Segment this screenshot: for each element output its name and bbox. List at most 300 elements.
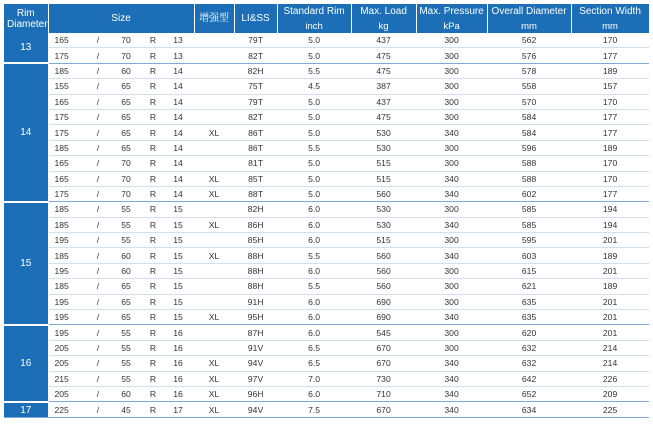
slash-cell: /	[88, 48, 108, 63]
max-load-cell: 515	[351, 156, 416, 171]
width-cell: 175	[48, 48, 88, 63]
overall-diameter-cell: 584	[487, 125, 571, 140]
overall-diameter-cell: 635	[487, 294, 571, 309]
max-load-cell: 690	[351, 294, 416, 309]
max-load-cell: 560	[351, 263, 416, 278]
rim-size-cell: 15	[162, 310, 194, 325]
rim-size-cell: 14	[162, 186, 194, 201]
rim-size-cell: 14	[162, 109, 194, 124]
rim-size-cell: 14	[162, 94, 194, 109]
construction-cell: R	[144, 233, 162, 248]
standard-rim-cell: 7.0	[277, 371, 351, 386]
reinforced-cell: XL	[194, 310, 234, 325]
section-width-cell: 189	[571, 140, 649, 155]
aspect-ratio-cell: 60	[108, 63, 144, 78]
table-row	[4, 402, 649, 418]
standard-rim-cell: 6.5	[277, 356, 351, 371]
section-width-cell: 201	[571, 263, 649, 278]
max-pressure-cell: 340	[416, 217, 487, 232]
construction-cell: R	[144, 402, 162, 418]
aspect-ratio-cell: 65	[108, 279, 144, 294]
aspect-ratio-cell: 65	[108, 109, 144, 124]
max-load-cell: 475	[351, 63, 416, 78]
rim-size-cell: 14	[162, 171, 194, 186]
standard-rim-cell: 5.0	[277, 109, 351, 124]
width-cell: 205	[48, 386, 88, 401]
standard-rim-cell: 6.5	[277, 340, 351, 355]
construction-cell: R	[144, 140, 162, 155]
aspect-ratio-cell: 60	[108, 386, 144, 401]
standard-rim-cell: 5.5	[277, 248, 351, 263]
width-cell: 185	[48, 140, 88, 155]
section-width-cell: 177	[571, 186, 649, 201]
slash-cell: /	[88, 94, 108, 109]
li-ss-cell: 97V	[234, 371, 277, 386]
aspect-ratio-cell: 65	[108, 294, 144, 309]
rim-diameter-cell: 15	[4, 202, 48, 325]
width-cell: 155	[48, 79, 88, 94]
li-ss-cell: 82T	[234, 109, 277, 124]
section-width-cell: 170	[571, 171, 649, 186]
aspect-ratio-cell: 70	[108, 186, 144, 201]
reinforced-cell	[194, 263, 234, 278]
rim-size-cell: 14	[162, 125, 194, 140]
rim-diameter-cell: 16	[4, 325, 48, 402]
section-width-cell: 194	[571, 202, 649, 217]
construction-cell: R	[144, 371, 162, 386]
slash-cell: /	[88, 263, 108, 278]
table-row	[4, 140, 649, 155]
overall-diameter-header: Overall Diameter	[487, 4, 571, 19]
reinforced-cell	[194, 233, 234, 248]
construction-cell: R	[144, 171, 162, 186]
max-load-cell: 387	[351, 79, 416, 94]
max-load-cell: 475	[351, 109, 416, 124]
section-width-cell: 225	[571, 402, 649, 418]
slash-cell: /	[88, 310, 108, 325]
slash-cell: /	[88, 33, 108, 48]
li-ss-cell: 79T	[234, 94, 277, 109]
aspect-ratio-cell: 65	[108, 94, 144, 109]
table-row	[4, 125, 649, 140]
slash-cell: /	[88, 386, 108, 401]
li-ss-cell: 88H	[234, 263, 277, 278]
construction-cell: R	[144, 109, 162, 124]
width-cell: 165	[48, 156, 88, 171]
overall-diameter-cell: 602	[487, 186, 571, 201]
max-pressure-cell: 300	[416, 233, 487, 248]
aspect-ratio-cell: 55	[108, 217, 144, 232]
max-pressure-cell: 300	[416, 202, 487, 217]
li-ss-cell: 88T	[234, 186, 277, 201]
overall-diameter-cell: 585	[487, 202, 571, 217]
table-row	[4, 94, 649, 109]
overall-diameter-cell: 588	[487, 156, 571, 171]
tire-spec-table	[4, 4, 650, 418]
rim-size-cell: 14	[162, 79, 194, 94]
table-row	[4, 279, 649, 294]
reinforced-cell: XL	[194, 386, 234, 401]
unit-width: mm	[571, 19, 649, 33]
aspect-ratio-cell: 55	[108, 233, 144, 248]
unit-diameter: mm	[487, 19, 571, 33]
section-width-cell: 170	[571, 156, 649, 171]
li-ss-cell: 82T	[234, 48, 277, 63]
standard-rim-cell: 5.0	[277, 125, 351, 140]
rim-size-cell: 16	[162, 371, 194, 386]
max-pressure-cell: 300	[416, 279, 487, 294]
max-load-cell: 670	[351, 356, 416, 371]
reinforced-cell: XL	[194, 186, 234, 201]
width-cell: 185	[48, 279, 88, 294]
section-width-cell: 201	[571, 310, 649, 325]
reinforced-cell	[194, 109, 234, 124]
max-load-cell: 515	[351, 171, 416, 186]
section-width-cell: 209	[571, 386, 649, 401]
max-pressure-cell: 340	[416, 356, 487, 371]
rim-size-cell: 14	[162, 63, 194, 78]
overall-diameter-cell: 632	[487, 356, 571, 371]
unit-rim: inch	[277, 19, 351, 33]
table-row	[4, 63, 649, 78]
li-ss-cell: 94V	[234, 356, 277, 371]
max-load-cell: 530	[351, 125, 416, 140]
section-width-cell: 189	[571, 63, 649, 78]
rim-size-cell: 14	[162, 156, 194, 171]
reinforced-cell	[194, 294, 234, 309]
reinforced-cell	[194, 63, 234, 78]
construction-cell: R	[144, 248, 162, 263]
construction-cell: R	[144, 340, 162, 355]
standard-rim-cell: 5.0	[277, 156, 351, 171]
construction-cell: R	[144, 79, 162, 94]
li-ss-cell: 86T	[234, 140, 277, 155]
table-row	[4, 386, 649, 401]
standard-rim-header: Standard Rim	[277, 4, 351, 19]
li-ss-cell: 91V	[234, 340, 277, 355]
reinforced-header: 增强型	[194, 4, 234, 33]
rim-diameter-header: Rim Diameter	[4, 4, 48, 33]
li-ss-header: LI&SS	[234, 4, 277, 33]
width-cell: 185	[48, 248, 88, 263]
overall-diameter-cell: 635	[487, 310, 571, 325]
construction-cell: R	[144, 294, 162, 309]
max-load-cell: 530	[351, 202, 416, 217]
construction-cell: R	[144, 217, 162, 232]
li-ss-cell: 79T	[234, 33, 277, 48]
li-ss-cell: 82H	[234, 202, 277, 217]
overall-diameter-cell: 558	[487, 79, 571, 94]
header-row	[4, 4, 649, 19]
standard-rim-cell: 5.5	[277, 279, 351, 294]
standard-rim-cell: 6.0	[277, 263, 351, 278]
section-width-cell: 201	[571, 233, 649, 248]
standard-rim-cell: 5.0	[277, 186, 351, 201]
reinforced-cell	[194, 33, 234, 48]
aspect-ratio-cell: 65	[108, 125, 144, 140]
reinforced-cell	[194, 325, 234, 340]
slash-cell: /	[88, 340, 108, 355]
section-width-cell: 194	[571, 217, 649, 232]
rim-size-cell: 15	[162, 202, 194, 217]
reinforced-cell: XL	[194, 356, 234, 371]
rim-size-cell: 16	[162, 340, 194, 355]
li-ss-cell: 86H	[234, 217, 277, 232]
overall-diameter-cell: 634	[487, 402, 571, 418]
table-row	[4, 263, 649, 278]
max-pressure-cell: 300	[416, 33, 487, 48]
standard-rim-cell: 6.0	[277, 294, 351, 309]
overall-diameter-cell: 621	[487, 279, 571, 294]
construction-cell: R	[144, 202, 162, 217]
reinforced-cell: XL	[194, 248, 234, 263]
li-ss-cell: 75T	[234, 79, 277, 94]
slash-cell: /	[88, 325, 108, 340]
aspect-ratio-cell: 55	[108, 356, 144, 371]
max-pressure-cell: 300	[416, 63, 487, 78]
li-ss-cell: 95H	[234, 310, 277, 325]
table-row	[4, 233, 649, 248]
li-ss-cell: 81T	[234, 156, 277, 171]
standard-rim-cell: 5.5	[277, 140, 351, 155]
rim-size-cell: 14	[162, 140, 194, 155]
construction-cell: R	[144, 63, 162, 78]
max-pressure-cell: 340	[416, 371, 487, 386]
construction-cell: R	[144, 94, 162, 109]
reinforced-cell: XL	[194, 171, 234, 186]
aspect-ratio-cell: 70	[108, 156, 144, 171]
slash-cell: /	[88, 63, 108, 78]
max-load-cell: 560	[351, 186, 416, 201]
aspect-ratio-cell: 55	[108, 325, 144, 340]
reinforced-cell	[194, 140, 234, 155]
section-width-cell: 177	[571, 48, 649, 63]
width-cell: 195	[48, 233, 88, 248]
rim-size-cell: 15	[162, 263, 194, 278]
unit-pressure: kPa	[416, 19, 487, 33]
slash-cell: /	[88, 109, 108, 124]
construction-cell: R	[144, 48, 162, 63]
section-width-cell: 170	[571, 94, 649, 109]
li-ss-cell: 88H	[234, 248, 277, 263]
construction-cell: R	[144, 156, 162, 171]
max-pressure-cell: 300	[416, 79, 487, 94]
slash-cell: /	[88, 233, 108, 248]
slash-cell: /	[88, 156, 108, 171]
reinforced-cell	[194, 156, 234, 171]
rim-size-cell: 15	[162, 217, 194, 232]
max-pressure-cell: 340	[416, 310, 487, 325]
reinforced-cell	[194, 279, 234, 294]
rim-diameter-cell: 17	[4, 402, 48, 418]
table-row	[4, 217, 649, 232]
overall-diameter-cell: 596	[487, 140, 571, 155]
max-pressure-cell: 340	[416, 386, 487, 401]
li-ss-cell: 94V	[234, 402, 277, 418]
aspect-ratio-cell: 55	[108, 340, 144, 355]
max-pressure-cell: 300	[416, 94, 487, 109]
tire-spec-table-container	[4, 4, 649, 418]
slash-cell: /	[88, 371, 108, 386]
max-load-cell: 730	[351, 371, 416, 386]
overall-diameter-cell: 603	[487, 248, 571, 263]
rim-size-cell: 15	[162, 233, 194, 248]
section-width-cell: 214	[571, 340, 649, 355]
section-width-cell: 214	[571, 356, 649, 371]
max-load-cell: 437	[351, 33, 416, 48]
rim-size-cell: 16	[162, 356, 194, 371]
max-pressure-cell: 300	[416, 294, 487, 309]
section-width-cell: 189	[571, 248, 649, 263]
aspect-ratio-cell: 55	[108, 371, 144, 386]
slash-cell: /	[88, 402, 108, 418]
max-load-cell: 437	[351, 94, 416, 109]
slash-cell: /	[88, 202, 108, 217]
rim-size-cell: 13	[162, 48, 194, 63]
standard-rim-cell: 5.0	[277, 171, 351, 186]
reinforced-cell: XL	[194, 125, 234, 140]
construction-cell: R	[144, 186, 162, 201]
table-row	[4, 202, 649, 217]
standard-rim-cell: 6.0	[277, 386, 351, 401]
width-cell: 185	[48, 63, 88, 78]
max-pressure-cell: 300	[416, 263, 487, 278]
standard-rim-cell: 6.0	[277, 217, 351, 232]
section-width-cell: 226	[571, 371, 649, 386]
width-cell: 175	[48, 186, 88, 201]
table-row	[4, 171, 649, 186]
width-cell: 185	[48, 217, 88, 232]
width-cell: 195	[48, 325, 88, 340]
max-load-cell: 530	[351, 217, 416, 232]
rim-size-cell: 16	[162, 325, 194, 340]
max-load-cell: 530	[351, 140, 416, 155]
construction-cell: R	[144, 310, 162, 325]
section-width-cell: 201	[571, 294, 649, 309]
slash-cell: /	[88, 125, 108, 140]
max-pressure-cell: 340	[416, 186, 487, 201]
width-cell: 205	[48, 356, 88, 371]
reinforced-cell	[194, 79, 234, 94]
max-load-cell: 515	[351, 233, 416, 248]
aspect-ratio-cell: 65	[108, 310, 144, 325]
li-ss-cell: 82H	[234, 63, 277, 78]
width-cell: 195	[48, 294, 88, 309]
li-ss-cell: 85T	[234, 171, 277, 186]
table-row	[4, 356, 649, 371]
max-pressure-cell: 340	[416, 171, 487, 186]
overall-diameter-cell: 620	[487, 325, 571, 340]
slash-cell: /	[88, 356, 108, 371]
max-load-cell: 690	[351, 310, 416, 325]
li-ss-cell: 87H	[234, 325, 277, 340]
table-row	[4, 325, 649, 340]
rim-diameter-cell: 13	[4, 33, 48, 63]
width-cell: 195	[48, 263, 88, 278]
width-cell: 185	[48, 202, 88, 217]
rim-size-cell: 15	[162, 279, 194, 294]
construction-cell: R	[144, 356, 162, 371]
width-cell: 175	[48, 109, 88, 124]
max-pressure-cell: 300	[416, 109, 487, 124]
reinforced-cell	[194, 48, 234, 63]
slash-cell: /	[88, 279, 108, 294]
aspect-ratio-cell: 45	[108, 402, 144, 418]
overall-diameter-cell: 562	[487, 33, 571, 48]
overall-diameter-cell: 642	[487, 371, 571, 386]
reinforced-cell	[194, 340, 234, 355]
rim-diameter-cell: 14	[4, 63, 48, 202]
overall-diameter-cell: 595	[487, 233, 571, 248]
rim-size-cell: 13	[162, 33, 194, 48]
standard-rim-cell: 5.0	[277, 48, 351, 63]
li-ss-cell: 86T	[234, 125, 277, 140]
standard-rim-cell: 7.5	[277, 402, 351, 418]
max-pressure-cell: 300	[416, 140, 487, 155]
aspect-ratio-cell: 70	[108, 48, 144, 63]
standard-rim-cell: 4.5	[277, 79, 351, 94]
max-pressure-cell: 340	[416, 248, 487, 263]
standard-rim-cell: 6.0	[277, 202, 351, 217]
construction-cell: R	[144, 386, 162, 401]
standard-rim-cell: 6.0	[277, 233, 351, 248]
width-cell: 165	[48, 171, 88, 186]
width-cell: 215	[48, 371, 88, 386]
rim-size-cell: 16	[162, 386, 194, 401]
overall-diameter-cell: 584	[487, 109, 571, 124]
max-pressure-cell: 300	[416, 48, 487, 63]
width-cell: 205	[48, 340, 88, 355]
overall-diameter-cell: 578	[487, 63, 571, 78]
table-row	[4, 186, 649, 201]
overall-diameter-cell: 588	[487, 171, 571, 186]
rim-size-cell: 15	[162, 294, 194, 309]
overall-diameter-cell: 632	[487, 340, 571, 355]
max-pressure-cell: 340	[416, 125, 487, 140]
slash-cell: /	[88, 171, 108, 186]
construction-cell: R	[144, 33, 162, 48]
reinforced-cell: XL	[194, 402, 234, 418]
section-width-cell: 170	[571, 33, 649, 48]
unit-load: kg	[351, 19, 416, 33]
table-row	[4, 371, 649, 386]
max-load-cell: 710	[351, 386, 416, 401]
section-width-cell: 177	[571, 109, 649, 124]
standard-rim-cell: 6.0	[277, 310, 351, 325]
max-load-cell: 670	[351, 402, 416, 418]
standard-rim-cell: 5.0	[277, 33, 351, 48]
table-row	[4, 109, 649, 124]
slash-cell: /	[88, 186, 108, 201]
slash-cell: /	[88, 294, 108, 309]
aspect-ratio-cell: 60	[108, 248, 144, 263]
max-pressure-cell: 300	[416, 156, 487, 171]
overall-diameter-cell: 615	[487, 263, 571, 278]
max-load-cell: 560	[351, 279, 416, 294]
max-load-cell: 670	[351, 340, 416, 355]
standard-rim-cell: 6.0	[277, 325, 351, 340]
section-width-cell: 177	[571, 125, 649, 140]
table-body	[4, 33, 649, 418]
construction-cell: R	[144, 125, 162, 140]
li-ss-cell: 96H	[234, 386, 277, 401]
section-width-header: Section Width	[571, 4, 649, 19]
table-row	[4, 248, 649, 263]
size-header: Size	[48, 4, 194, 33]
max-load-cell: 545	[351, 325, 416, 340]
table-row	[4, 294, 649, 309]
aspect-ratio-cell: 70	[108, 171, 144, 186]
